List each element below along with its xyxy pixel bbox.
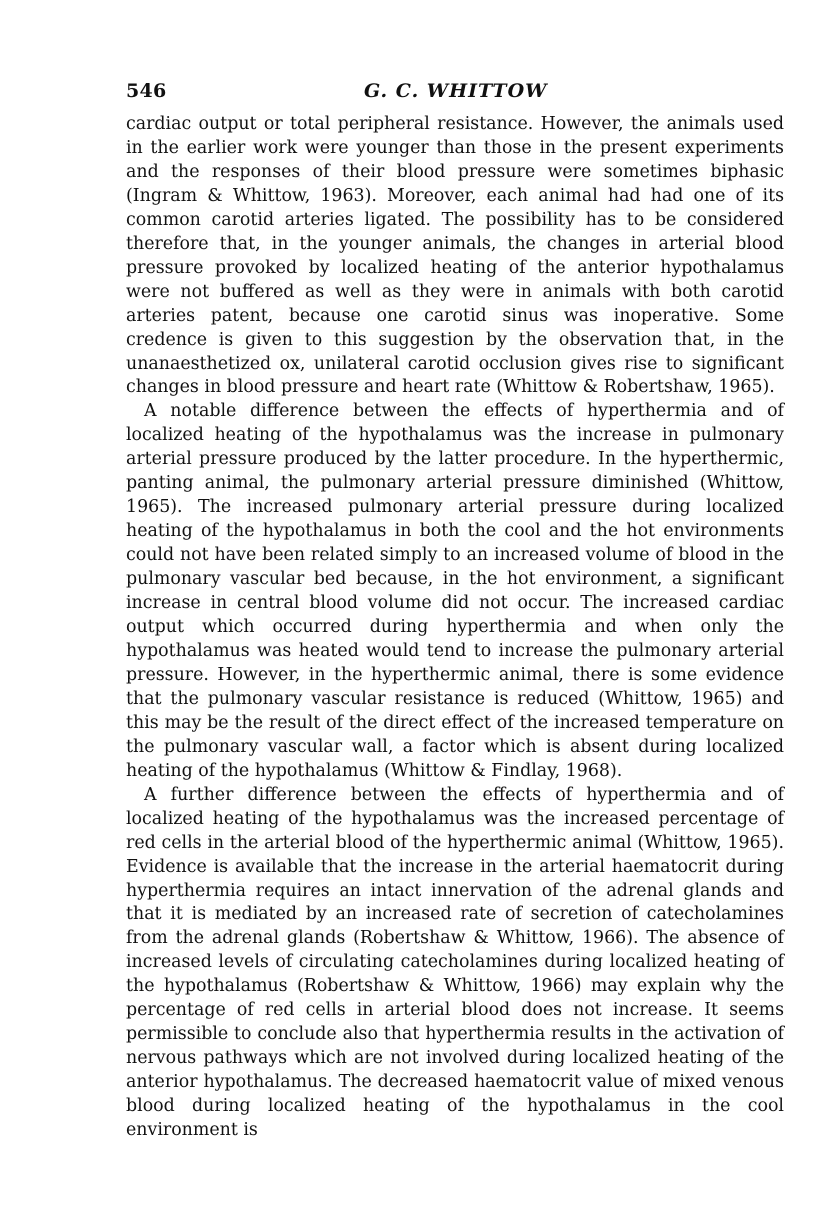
body-text bbox=[126, 113, 784, 1143]
paragraph-haematocrit: A further difference between the effects of hyperthermia and of localized heating of the hypothalamus was the increased percentage of red cells in the arterial blood of the hyperthermic animal (Whittow, 1965). Evidence is available that the increase in the arterial haematocrit during hyperthermia requires an intact innervation of the adrenal glands and that it is mediated by an increased rate of secretion of catecholamines from the adrenal glands (Robertshaw & Whittow, 1966). The absence of increased levels of circulating catecholamines during localized heating of the hypothalamus (Robertshaw & Whittow, 1966) may explain why the percentage of red cells in arterial blood does not increase. It seems permissible to conclude also that hyperthermia results in the activation of nervous pathways which are not involved during localized heating of the anterior hypothalamus. The decreased haematocrit value of mixed venous blood during localized heating of the hypothalamus in the cool environment is bbox=[126, 784, 784, 1141]
page-header bbox=[126, 80, 786, 110]
running-head: G. C. WHITTOW bbox=[364, 80, 548, 102]
page-number: 546 bbox=[126, 80, 167, 102]
paragraph-pulmonary-pressure: A notable difference between the effects of hyperthermia and of localized heating of the hypothalamus was the increase in pulmonary arterial pressure produced by the latter procedure. In the hyperthermic, panting animal, the pulmonary arterial pressure diminished (Whittow, 1965). The increased pulmonary arterial pressure during localized heating of the hypothalamus in both the cool and the hot environments could not have been related simply to an increased volume of blood in the pulmonary vascular bed because, in the hot environment, a significant increase in central blood volume did not occur. The increased cardiac output which occurred during hyperthermia and when only the hypothalamus was heated would tend to increase the pulmonary arterial pressure. However, in the hyperthermic animal, there is some evidence that the pulmonary vascular resistance is reduced (Whittow, 1965) and this may be the result of the direct effect of the increased temperature on the pulmonary vascular wall, a factor which is absent during localized heating of the hypothalamus (Whittow & Findlay, 1968). bbox=[126, 401, 784, 781]
paragraph-continuation: cardiac output or total peripheral resistance. However, the animals used in the earlier work were younger than those in the present experiments and the responses of their blood pressure were sometimes biphasic (Ingram & Whittow, 1963). Moreover, each animal had had one of its common carotid arteries ligated. The possibility has to be considered therefore that, in the younger animals, the changes in arterial blood pressure provoked by localized heating of the anterior hypothalamus were not buffered as well as they were in animals with both carotid arteries patent, because one carotid sinus was inoperative. Some credence is given to this suggestion by the observation that, in the unanaesthetized ox, unilateral carotid occlusion gives rise to significant changes in blood pressure and heart rate (Whittow & Robertshaw, 1965). bbox=[126, 114, 784, 398]
